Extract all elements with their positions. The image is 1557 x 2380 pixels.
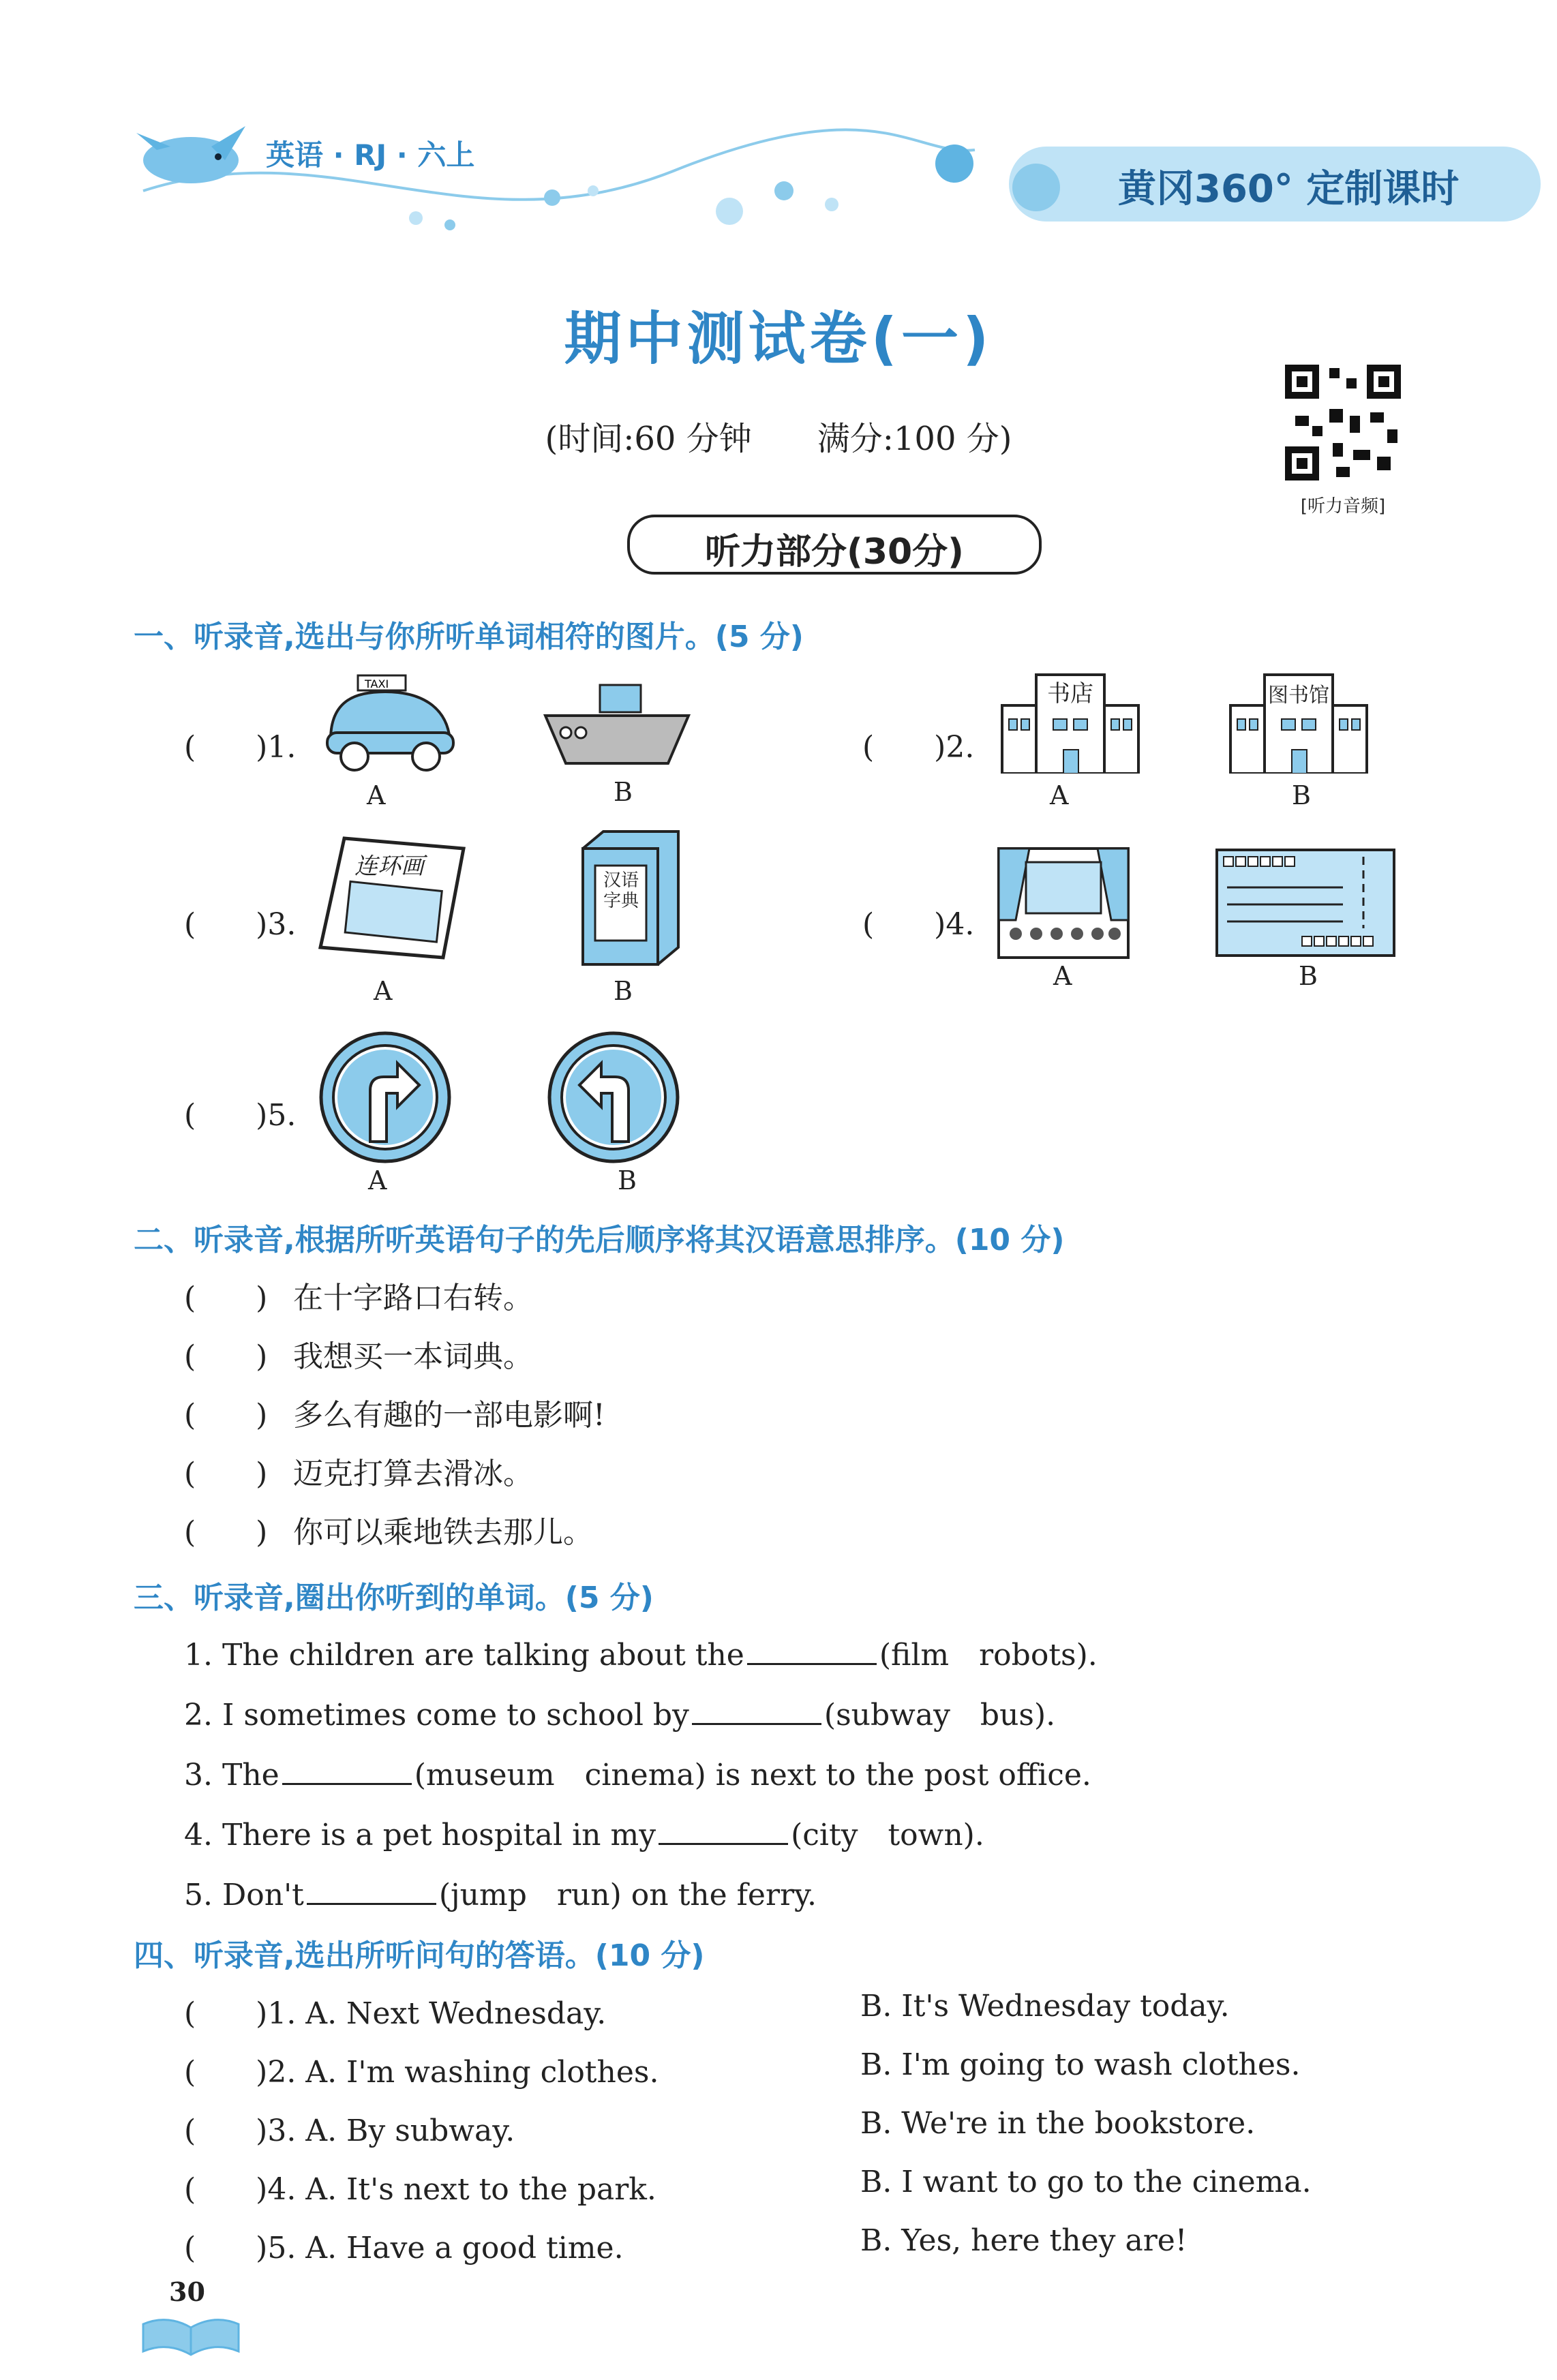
bookstore-sign: 书店 [1047,680,1093,707]
library-picture[interactable] [1227,671,1370,774]
taxi-icon[interactable] [317,671,460,774]
turn-left-sign-icon[interactable] [545,1029,682,1165]
header-banner-text: 黄冈360° 定制课时 [1118,167,1460,211]
qr-code[interactable] [1282,361,1404,484]
listening-banner-text: 听力部分(30分) [705,532,964,573]
s3-item5: 5. Don't (jump run) on the ferry. [184,1878,817,1912]
header-subject: 英语 · RJ · 六上 [266,138,475,172]
s2-item1: ( ) 在十字路口右转。 [184,1281,533,1315]
qr-code-icon [1282,361,1404,484]
s1-item4-b-label: B [1299,961,1318,991]
dictionary-title: 汉语字典 [603,870,639,911]
bookstore-picture[interactable] [999,671,1142,774]
s1-item4-a-label: A [1053,961,1072,991]
bird-icon [130,119,252,194]
page-number: 30 [169,2276,205,2307]
s4-item1-b: B. It's Wednesday today. [860,1989,1230,2024]
s1-item4-number: ( )4. [862,907,975,942]
s2-item4: ( ) 迈克打算去滑冰。 [184,1456,533,1491]
s2-item5: ( ) 你可以乘地铁去那儿。 [184,1515,593,1550]
turn-right-sign-icon[interactable] [317,1029,453,1165]
s3-item3: 3. The (museum cinema) is next to the post office. [184,1758,1091,1792]
header-decoration [130,116,982,252]
s4-item3-a: ( )3. A. By subway. [184,2114,515,2148]
s1-item5-number: ( )5. [184,1098,297,1133]
s4-item5-b: B. Yes, here they are! [860,2223,1188,2258]
library-sign: 图书馆 [1268,684,1329,707]
header-banner [1009,147,1541,222]
postcard-icon[interactable] [1213,846,1397,959]
s1-item2-number: ( )2. [862,730,975,765]
section3-title: 三、听录音,圈出你听到的单词。(5 分) [134,1581,654,1615]
s1-item5-a-label: A [368,1165,387,1195]
comic-book-title: 连环画 [354,853,424,880]
s1-item1-a-label: A [367,780,386,810]
s3-item2: 2. I sometimes come to school by (subway bus). [184,1698,1056,1733]
s2-item2: ( ) 我想买一本词典。 [184,1339,533,1374]
s1-item2-b-label: B [1292,780,1311,810]
s4-item5-a: ( )5. A. Have a good time. [184,2231,624,2265]
exam-info: (时间:60 分钟 满分:100 分) [545,420,1012,458]
s1-item5-b-label: B [618,1165,637,1195]
svg-text:TAXI: TAXI [365,677,389,690]
s3-item1: 1. The children are talking about the (film robots). [184,1638,1098,1673]
qr-caption: [听力音频] [1300,496,1386,517]
dictionary-picture[interactable] [576,828,682,968]
ship-icon[interactable] [539,675,695,777]
s2-item3: ( ) 多么有趣的一部电影啊! [184,1398,605,1433]
cinema-icon[interactable] [995,845,1132,961]
s1-item1-number: ( )1. [184,730,297,765]
s4-item4-b: B. I want to go to the cinema. [860,2165,1312,2199]
section2-title: 二、听录音,根据所听英语句子的先后顺序将其汉语意思排序。(10 分) [134,1223,1065,1257]
s3-item4: 4. There is a pet hospital in my (city town). [184,1818,984,1852]
s4-item4-a: ( )4. A. It's next to the park. [184,2172,656,2207]
s1-item1-b-label: B [614,777,633,807]
answer-blank[interactable] [659,1818,788,1845]
answer-blank[interactable] [307,1878,436,1905]
s4-item3-b: B. We're in the bookstore. [860,2106,1256,2141]
answer-blank[interactable] [747,1638,877,1665]
s1-item3-b-label: B [614,976,633,1006]
open-book-icon [140,2310,242,2358]
s4-item1-a: ( )1. A. Next Wednesday. [184,1996,607,2031]
section4-title: 四、听录音,选出所听问句的答语。(10 分) [134,1938,705,1973]
banner-dot [1012,164,1060,211]
listening-banner [627,515,1042,575]
s1-item3-a-label: A [374,976,393,1006]
section1-title: 一、听录音,选出与你所听单词相符的图片。(5 分) [134,620,804,654]
answer-blank[interactable] [692,1698,821,1725]
comic-book-picture[interactable] [317,835,467,961]
page-title: 期中测试卷(一) [564,305,993,372]
answer-blank[interactable] [282,1758,412,1785]
s1-item3-number: ( )3. [184,907,297,942]
s4-item2-b: B. I'm going to wash clothes. [860,2047,1301,2082]
s1-item2-a-label: A [1050,780,1069,810]
s4-item2-a: ( )2. A. I'm washing clothes. [184,2055,659,2090]
